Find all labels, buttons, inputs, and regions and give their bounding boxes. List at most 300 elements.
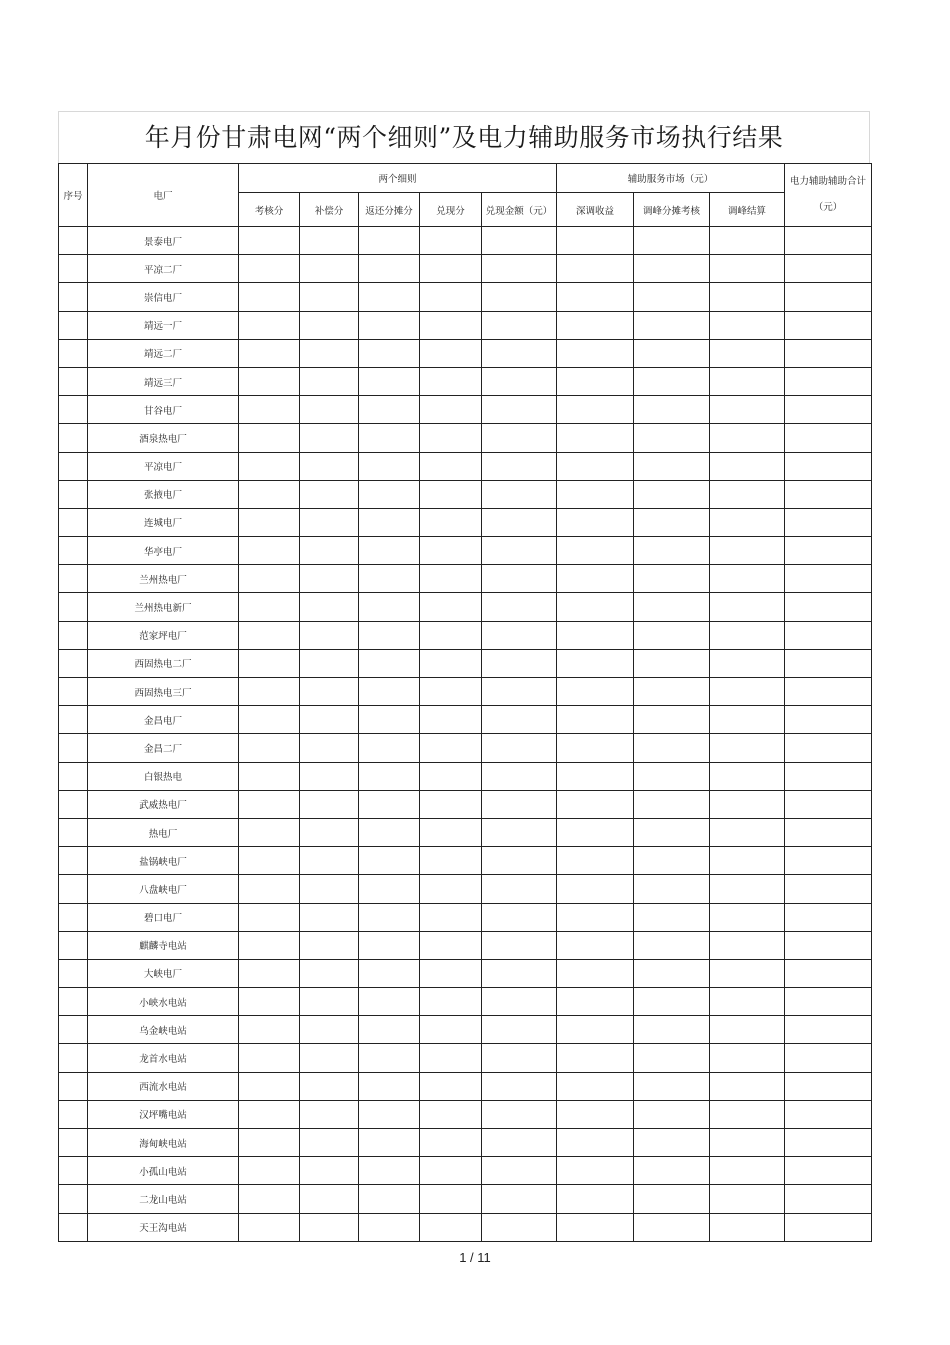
cell-redeem-score [420,762,482,790]
cell-plant: 盐锅峡电厂 [88,847,239,875]
table-row [59,283,872,311]
cell-redeem-score [420,1129,482,1157]
table-row [59,311,872,339]
table-row [59,903,872,931]
cell-peak-settlement [710,1185,785,1213]
cell-seq [59,452,88,480]
cell-redeem-amount [482,1185,557,1213]
cell-compensate [300,903,359,931]
table-row [59,396,872,424]
cell-assess [239,227,300,255]
cell-redeem-amount [482,1044,557,1072]
cell-return-share [359,508,420,536]
cell-redeem-amount [482,1100,557,1128]
cell-return-share [359,931,420,959]
cell-redeem-amount [482,790,557,818]
cell-total [785,1129,872,1157]
cell-redeem-score [420,565,482,593]
cell-peak-settlement [710,311,785,339]
cell-return-share [359,452,420,480]
cell-assess [239,1072,300,1100]
cell-redeem-score [420,396,482,424]
cell-return-share [359,875,420,903]
cell-total [785,283,872,311]
cell-redeem-amount [482,903,557,931]
cell-assess [239,1016,300,1044]
cell-plant: 白银热电 [88,762,239,790]
cell-compensate [300,1100,359,1128]
table-row [59,565,872,593]
cell-redeem-amount [482,762,557,790]
cell-deep-peak-income [557,706,634,734]
cell-return-share [359,255,420,283]
cell-deep-peak-income [557,762,634,790]
cell-peak-settlement [710,227,785,255]
cell-redeem-score [420,255,482,283]
cell-peak-settlement [710,367,785,395]
cell-total [785,367,872,395]
cell-redeem-amount [482,508,557,536]
cell-peak-share-assess [634,424,710,452]
cell-deep-peak-income [557,734,634,762]
table-row [59,931,872,959]
cell-peak-share-assess [634,339,710,367]
cell-seq [59,762,88,790]
cell-total [785,396,872,424]
header-peak-settlement: 调峰结算 [710,193,785,227]
cell-compensate [300,649,359,677]
cell-redeem-score [420,1016,482,1044]
cell-redeem-score [420,227,482,255]
cell-compensate [300,1044,359,1072]
cell-return-share [359,1129,420,1157]
cell-assess [239,283,300,311]
cell-return-share [359,734,420,762]
table-row [59,959,872,987]
cell-redeem-score [420,1100,482,1128]
cell-deep-peak-income [557,903,634,931]
cell-redeem-amount [482,537,557,565]
cell-redeem-score [420,903,482,931]
table-row [59,339,872,367]
cell-compensate [300,227,359,255]
cell-return-share [359,1016,420,1044]
table-header [59,164,872,227]
cell-deep-peak-income [557,593,634,621]
cell-assess [239,311,300,339]
cell-compensate [300,847,359,875]
document-title: 年月份甘肃电网“两个细则”及电力辅助服务市场执行结果 [144,123,784,152]
cell-peak-settlement [710,1072,785,1100]
cell-deep-peak-income [557,1072,634,1100]
cell-return-share [359,227,420,255]
cell-total [785,931,872,959]
header-row-1 [59,164,872,193]
cell-seq [59,1157,88,1185]
cell-peak-settlement [710,1044,785,1072]
cell-assess [239,988,300,1016]
cell-peak-share-assess [634,537,710,565]
header-plant: 电厂 [88,164,239,227]
cell-seq [59,339,88,367]
cell-redeem-score [420,452,482,480]
cell-peak-settlement [710,537,785,565]
cell-seq [59,818,88,846]
cell-deep-peak-income [557,847,634,875]
cell-deep-peak-income [557,424,634,452]
table-row [59,847,872,875]
cell-deep-peak-income [557,1100,634,1128]
cell-seq [59,227,88,255]
table-row [59,1044,872,1072]
cell-peak-settlement [710,1157,785,1185]
cell-assess [239,875,300,903]
cell-compensate [300,1157,359,1185]
cell-deep-peak-income [557,565,634,593]
cell-plant: 张掖电厂 [88,480,239,508]
cell-seq [59,367,88,395]
cell-deep-peak-income [557,396,634,424]
cell-assess [239,706,300,734]
cell-redeem-amount [482,621,557,649]
cell-assess [239,790,300,818]
cell-total [785,875,872,903]
cell-redeem-score [420,1185,482,1213]
cell-peak-settlement [710,706,785,734]
cell-deep-peak-income [557,1157,634,1185]
cell-peak-settlement [710,790,785,818]
cell-seq [59,283,88,311]
cell-compensate [300,508,359,536]
cell-plant: 靖远二厂 [88,339,239,367]
cell-redeem-score [420,734,482,762]
cell-total [785,790,872,818]
cell-redeem-score [420,1044,482,1072]
table-row [59,649,872,677]
cell-peak-share-assess [634,649,710,677]
cell-deep-peak-income [557,790,634,818]
cell-redeem-amount [482,593,557,621]
cell-total [785,847,872,875]
cell-assess [239,396,300,424]
cell-redeem-amount [482,875,557,903]
cell-peak-share-assess [634,875,710,903]
cell-redeem-score [420,678,482,706]
cell-redeem-score [420,1157,482,1185]
cell-seq [59,1072,88,1100]
cell-peak-share-assess [634,452,710,480]
cell-peak-settlement [710,818,785,846]
cell-peak-share-assess [634,367,710,395]
cell-compensate [300,1072,359,1100]
table-row [59,621,872,649]
cell-compensate [300,593,359,621]
cell-peak-share-assess [634,988,710,1016]
cell-peak-settlement [710,1100,785,1128]
results-table [58,163,872,1242]
cell-redeem-amount [482,706,557,734]
cell-deep-peak-income [557,255,634,283]
cell-peak-share-assess [634,959,710,987]
cell-peak-settlement [710,480,785,508]
cell-plant: 金昌电厂 [88,706,239,734]
cell-redeem-amount [482,931,557,959]
cell-redeem-score [420,931,482,959]
cell-deep-peak-income [557,339,634,367]
table-row [59,1185,872,1213]
cell-total [785,706,872,734]
cell-total [785,1100,872,1128]
cell-deep-peak-income [557,452,634,480]
cell-assess [239,424,300,452]
cell-redeem-score [420,480,482,508]
cell-total [785,1016,872,1044]
cell-compensate [300,452,359,480]
cell-peak-share-assess [634,1157,710,1185]
cell-peak-share-assess [634,678,710,706]
cell-deep-peak-income [557,621,634,649]
cell-peak-settlement [710,988,785,1016]
cell-seq [59,1129,88,1157]
cell-plant: 八盘峡电厂 [88,875,239,903]
cell-peak-settlement [710,255,785,283]
cell-plant: 热电厂 [88,818,239,846]
cell-return-share [359,988,420,1016]
cell-deep-peak-income [557,1185,634,1213]
cell-peak-share-assess [634,565,710,593]
cell-total [785,565,872,593]
cell-seq [59,903,88,931]
cell-seq [59,621,88,649]
cell-redeem-score [420,649,482,677]
cell-return-share [359,706,420,734]
cell-peak-share-assess [634,903,710,931]
cell-peak-share-assess [634,283,710,311]
cell-plant: 西流水电站 [88,1072,239,1100]
cell-return-share [359,593,420,621]
table-row [59,537,872,565]
cell-assess [239,678,300,706]
cell-seq [59,649,88,677]
cell-return-share [359,480,420,508]
cell-peak-settlement [710,1016,785,1044]
cell-deep-peak-income [557,988,634,1016]
cell-compensate [300,1185,359,1213]
table-row [59,1129,872,1157]
cell-plant: 汉坪嘴电站 [88,1100,239,1128]
cell-total [785,734,872,762]
cell-deep-peak-income [557,1044,634,1072]
cell-deep-peak-income [557,818,634,846]
page-number: 1 / 11 [459,1250,491,1265]
cell-return-share [359,1213,420,1241]
cell-compensate [300,734,359,762]
cell-plant: 范家坪电厂 [88,621,239,649]
cell-assess [239,931,300,959]
cell-redeem-score [420,875,482,903]
cell-peak-settlement [710,959,785,987]
cell-plant: 华亭电厂 [88,537,239,565]
table-row [59,1072,872,1100]
cell-return-share [359,283,420,311]
cell-redeem-score [420,311,482,339]
cell-peak-settlement [710,424,785,452]
cell-deep-peak-income [557,311,634,339]
cell-peak-settlement [710,649,785,677]
cell-return-share [359,1157,420,1185]
cell-assess [239,1213,300,1241]
cell-peak-share-assess [634,621,710,649]
cell-seq [59,537,88,565]
cell-plant: 平凉电厂 [88,452,239,480]
cell-plant: 西固热电三厂 [88,678,239,706]
cell-plant: 麒麟寺电站 [88,931,239,959]
cell-return-share [359,424,420,452]
cell-compensate [300,988,359,1016]
cell-redeem-amount [482,255,557,283]
cell-redeem-amount [482,1157,557,1185]
cell-peak-settlement [710,452,785,480]
cell-deep-peak-income [557,283,634,311]
cell-plant: 金昌二厂 [88,734,239,762]
cell-peak-settlement [710,678,785,706]
cell-redeem-amount [482,818,557,846]
cell-redeem-amount [482,988,557,1016]
cell-redeem-score [420,988,482,1016]
cell-plant: 武威热电厂 [88,790,239,818]
cell-deep-peak-income [557,537,634,565]
cell-return-share [359,847,420,875]
cell-compensate [300,875,359,903]
cell-compensate [300,311,359,339]
cell-plant: 靖远一厂 [88,311,239,339]
cell-total [785,1157,872,1185]
cell-peak-share-assess [634,508,710,536]
cell-return-share [359,621,420,649]
table-row [59,762,872,790]
cell-redeem-amount [482,847,557,875]
cell-peak-share-assess [634,1213,710,1241]
cell-redeem-score [420,283,482,311]
table-row [59,1157,872,1185]
cell-deep-peak-income [557,508,634,536]
cell-peak-settlement [710,903,785,931]
cell-assess [239,255,300,283]
cell-return-share [359,903,420,931]
cell-compensate [300,1213,359,1241]
table-row [59,988,872,1016]
header-deep-peak-income: 深调收益 [557,193,634,227]
table-row [59,706,872,734]
cell-seq [59,565,88,593]
cell-return-share [359,818,420,846]
table-row [59,480,872,508]
cell-assess [239,339,300,367]
cell-peak-settlement [710,734,785,762]
cell-seq [59,1185,88,1213]
cell-seq [59,424,88,452]
cell-plant: 西固热电二厂 [88,649,239,677]
cell-return-share [359,339,420,367]
cell-compensate [300,1129,359,1157]
cell-seq [59,311,88,339]
table-row [59,1213,872,1241]
cell-total [785,537,872,565]
cell-total [785,255,872,283]
cell-seq [59,593,88,621]
table-row [59,1016,872,1044]
cell-plant: 兰州热电新厂 [88,593,239,621]
cell-plant: 甘谷电厂 [88,396,239,424]
cell-redeem-amount [482,1213,557,1241]
cell-deep-peak-income [557,959,634,987]
cell-assess [239,847,300,875]
cell-total [785,452,872,480]
cell-compensate [300,339,359,367]
cell-seq [59,678,88,706]
cell-peak-share-assess [634,790,710,818]
cell-seq [59,255,88,283]
cell-compensate [300,283,359,311]
table-row [59,424,872,452]
cell-peak-settlement [710,931,785,959]
cell-assess [239,903,300,931]
cell-compensate [300,255,359,283]
cell-seq [59,1016,88,1044]
cell-compensate [300,678,359,706]
cell-return-share [359,790,420,818]
cell-seq [59,790,88,818]
cell-peak-share-assess [634,1129,710,1157]
cell-redeem-score [420,1072,482,1100]
cell-redeem-amount [482,396,557,424]
cell-total [785,311,872,339]
cell-compensate [300,367,359,395]
cell-peak-settlement [710,847,785,875]
cell-assess [239,959,300,987]
cell-redeem-score [420,339,482,367]
cell-compensate [300,396,359,424]
cell-peak-share-assess [634,1016,710,1044]
cell-plant: 大峡电厂 [88,959,239,987]
cell-peak-settlement [710,396,785,424]
table-row [59,790,872,818]
cell-plant: 碧口电厂 [88,903,239,931]
cell-seq [59,396,88,424]
cell-compensate [300,959,359,987]
cell-seq [59,480,88,508]
cell-peak-share-assess [634,818,710,846]
cell-total [785,1213,872,1241]
cell-assess [239,537,300,565]
cell-seq [59,988,88,1016]
cell-total [785,593,872,621]
cell-assess [239,1185,300,1213]
cell-seq [59,1213,88,1241]
cell-peak-settlement [710,762,785,790]
cell-plant: 小峡水电站 [88,988,239,1016]
table-row [59,508,872,536]
table-row [59,227,872,255]
cell-deep-peak-income [557,367,634,395]
cell-deep-peak-income [557,678,634,706]
cell-peak-settlement [710,565,785,593]
cell-redeem-score [420,790,482,818]
cell-assess [239,367,300,395]
cell-peak-share-assess [634,480,710,508]
table-body [59,227,872,1242]
cell-redeem-amount [482,480,557,508]
